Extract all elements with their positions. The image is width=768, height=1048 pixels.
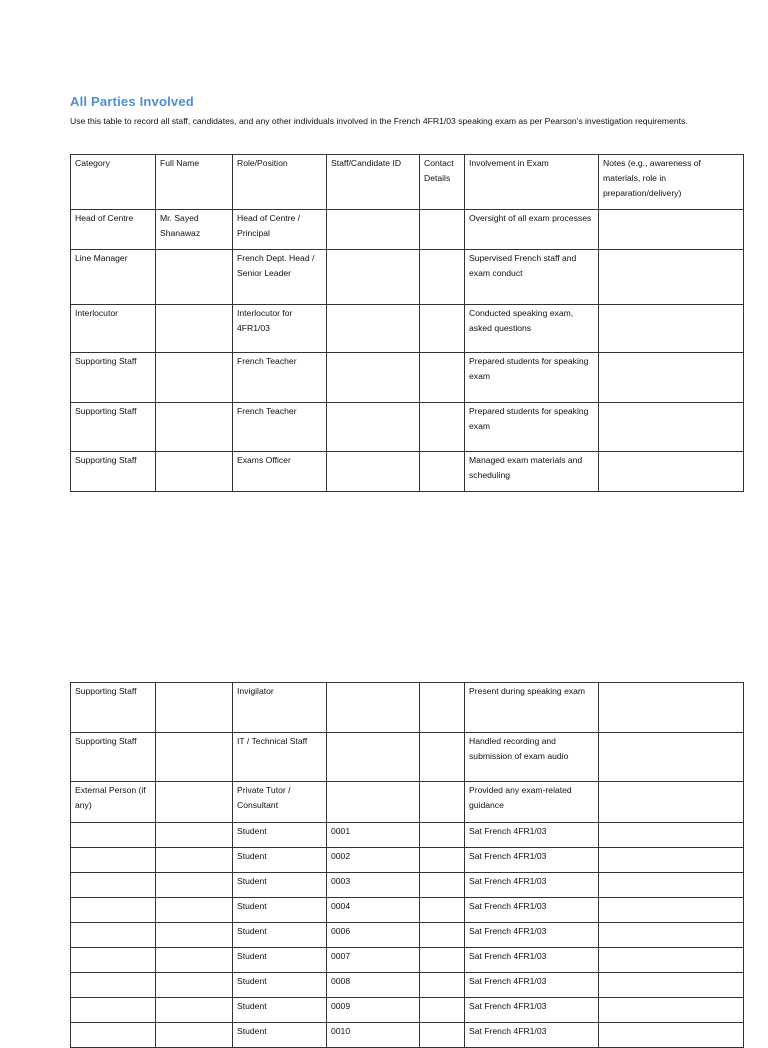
table-cell: Interlocutor	[71, 305, 156, 353]
table-cell: Supervised French staff and exam conduct	[465, 250, 599, 305]
table-cell: Prepared students for speaking exam	[465, 403, 599, 452]
table-cell: 0008	[327, 973, 420, 998]
table-cell	[156, 923, 233, 948]
table-cell	[156, 353, 233, 403]
table-cell: 0009	[327, 998, 420, 1023]
table-cell	[420, 998, 465, 1023]
table-cell	[156, 683, 233, 733]
table-cell	[156, 1023, 233, 1048]
table-cell	[327, 250, 420, 305]
table-cell	[156, 948, 233, 973]
table-cell	[71, 848, 156, 873]
table-cell: Oversight of all exam processes	[465, 210, 599, 250]
table-cell	[156, 898, 233, 923]
table-cell: Sat French 4FR1/03	[465, 823, 599, 848]
table-cell	[599, 848, 744, 873]
table-cell: French Teacher	[233, 353, 327, 403]
table-cell: Student	[233, 948, 327, 973]
table-cell	[599, 998, 744, 1023]
table-cell: 0006	[327, 923, 420, 948]
table-cell: Student	[233, 973, 327, 998]
table-cell: Sat French 4FR1/03	[465, 998, 599, 1023]
table-cell	[156, 733, 233, 782]
table-cell: Involvement in Exam	[465, 155, 599, 210]
table-cell: Supporting Staff	[71, 403, 156, 452]
table-cell	[71, 973, 156, 998]
table-cell: Handled recording and submission of exam audio	[465, 733, 599, 782]
table-cell	[599, 898, 744, 923]
table-cell: Conducted speaking exam, asked questions	[465, 305, 599, 353]
table-row	[71, 403, 744, 452]
table-cell: Head of Centre / Principal	[233, 210, 327, 250]
table-cell: Supporting Staff	[71, 353, 156, 403]
table-cell	[599, 353, 744, 403]
table-row	[71, 733, 744, 782]
table-cell: Sat French 4FR1/03	[465, 898, 599, 923]
table-cell	[327, 210, 420, 250]
table-cell: Sat French 4FR1/03	[465, 973, 599, 998]
table-cell	[599, 403, 744, 452]
table-cell	[420, 923, 465, 948]
table-cell	[420, 1023, 465, 1048]
table-cell	[599, 782, 744, 823]
table-cell	[327, 353, 420, 403]
table-cell	[327, 305, 420, 353]
table-cell: Category	[71, 155, 156, 210]
table-cell	[156, 452, 233, 492]
table-cell: Managed exam materials and scheduling	[465, 452, 599, 492]
table-cell	[156, 973, 233, 998]
table-cell	[599, 923, 744, 948]
table-cell	[599, 210, 744, 250]
table-cell	[71, 898, 156, 923]
table-row	[71, 452, 744, 492]
table-cell	[599, 452, 744, 492]
table-cell	[420, 873, 465, 898]
table-cell	[599, 948, 744, 973]
table-cell	[599, 305, 744, 353]
table-row	[71, 683, 744, 733]
table-cell: Sat French 4FR1/03	[465, 948, 599, 973]
table-cell	[420, 898, 465, 923]
table-cell: Present during speaking exam	[465, 683, 599, 733]
table-cell	[71, 923, 156, 948]
table-row	[71, 782, 744, 823]
table-cell	[599, 973, 744, 998]
table-cell: Student	[233, 998, 327, 1023]
table-cell	[599, 823, 744, 848]
table-cell: Line Manager	[71, 250, 156, 305]
table-cell	[420, 823, 465, 848]
table-cell: 0002	[327, 848, 420, 873]
table-cell: Supporting Staff	[71, 452, 156, 492]
table-cell	[420, 973, 465, 998]
table-cell: Supporting Staff	[71, 683, 156, 733]
table-cell	[420, 210, 465, 250]
table-cell: French Dept. Head / Senior Leader	[233, 250, 327, 305]
parties-table-2	[70, 682, 744, 1048]
table-cell: Invigilator	[233, 683, 327, 733]
table-cell: IT / Technical Staff	[233, 733, 327, 782]
table-cell: 0007	[327, 948, 420, 973]
table-row	[71, 848, 744, 873]
table-cell	[71, 998, 156, 1023]
parties-table-1	[70, 154, 744, 492]
table-row	[71, 973, 744, 998]
table-cell: External Person (if any)	[71, 782, 156, 823]
table-cell	[327, 403, 420, 452]
table-cell	[420, 353, 465, 403]
table-cell: Contact Details	[420, 155, 465, 210]
table-cell	[156, 250, 233, 305]
table-cell: Sat French 4FR1/03	[465, 848, 599, 873]
table-row	[71, 250, 744, 305]
table-cell	[420, 250, 465, 305]
table-cell	[156, 823, 233, 848]
table-cell: 0003	[327, 873, 420, 898]
table-row	[71, 923, 744, 948]
table-header-row	[71, 155, 744, 210]
table-cell: Sat French 4FR1/03	[465, 1023, 599, 1048]
table-cell: Student	[233, 1023, 327, 1048]
table-cell	[599, 873, 744, 898]
table-cell: Mr. Sayed Shanawaz	[156, 210, 233, 250]
table-cell: Student	[233, 898, 327, 923]
table-cell: Exams Officer	[233, 452, 327, 492]
table-cell: 0001	[327, 823, 420, 848]
table-cell: Prepared students for speaking exam	[465, 353, 599, 403]
table-cell: Head of Centre	[71, 210, 156, 250]
table-cell	[156, 305, 233, 353]
table-cell	[420, 452, 465, 492]
table-cell	[327, 733, 420, 782]
table-cell: Student	[233, 923, 327, 948]
table-cell	[156, 873, 233, 898]
table-cell: Private Tutor / Consultant	[233, 782, 327, 823]
section-title: All Parties Involved	[70, 94, 194, 109]
table-cell	[420, 733, 465, 782]
table-cell	[327, 782, 420, 823]
table-cell: Interlocutor for 4FR1/03	[233, 305, 327, 353]
table-cell: Provided any exam-related guidance	[465, 782, 599, 823]
table-cell	[156, 848, 233, 873]
table-row	[71, 873, 744, 898]
table-cell: Student	[233, 823, 327, 848]
table-cell	[71, 1023, 156, 1048]
table-cell	[327, 452, 420, 492]
table-cell: 0010	[327, 1023, 420, 1048]
table-cell: French Teacher	[233, 403, 327, 452]
table-cell	[420, 305, 465, 353]
table-cell: Student	[233, 848, 327, 873]
table-row	[71, 898, 744, 923]
table-cell	[420, 848, 465, 873]
table-cell: 0004	[327, 898, 420, 923]
table-row	[71, 948, 744, 973]
section-intro: Use this table to record all staff, candidates, and any other individuals involved in the French 4FR1/03 speaking exam as per Pearson's investigation requirements.	[70, 116, 688, 126]
table-row	[71, 998, 744, 1023]
table-cell	[420, 782, 465, 823]
table-cell	[156, 998, 233, 1023]
table-row	[71, 210, 744, 250]
table-cell	[599, 733, 744, 782]
table-cell	[71, 948, 156, 973]
table-cell	[71, 823, 156, 848]
table-cell: Sat French 4FR1/03	[465, 923, 599, 948]
table-cell	[327, 683, 420, 733]
table-row	[71, 353, 744, 403]
table-row	[71, 823, 744, 848]
table-cell	[420, 948, 465, 973]
table-cell	[156, 403, 233, 452]
table-cell	[599, 683, 744, 733]
table-cell: Supporting Staff	[71, 733, 156, 782]
table-cell: Student	[233, 873, 327, 898]
table-cell	[420, 403, 465, 452]
table-cell	[156, 782, 233, 823]
table-row	[71, 305, 744, 353]
table-cell	[599, 250, 744, 305]
table-cell: Sat French 4FR1/03	[465, 873, 599, 898]
table-cell: Notes (e.g., awareness of materials, role in preparation/delivery)	[599, 155, 744, 210]
table-cell	[71, 873, 156, 898]
table-cell	[420, 683, 465, 733]
table-row	[71, 1023, 744, 1048]
table-cell: Staff/Candidate ID	[327, 155, 420, 210]
table-cell	[599, 1023, 744, 1048]
table-cell: Full Name	[156, 155, 233, 210]
table-cell: Role/Position	[233, 155, 327, 210]
